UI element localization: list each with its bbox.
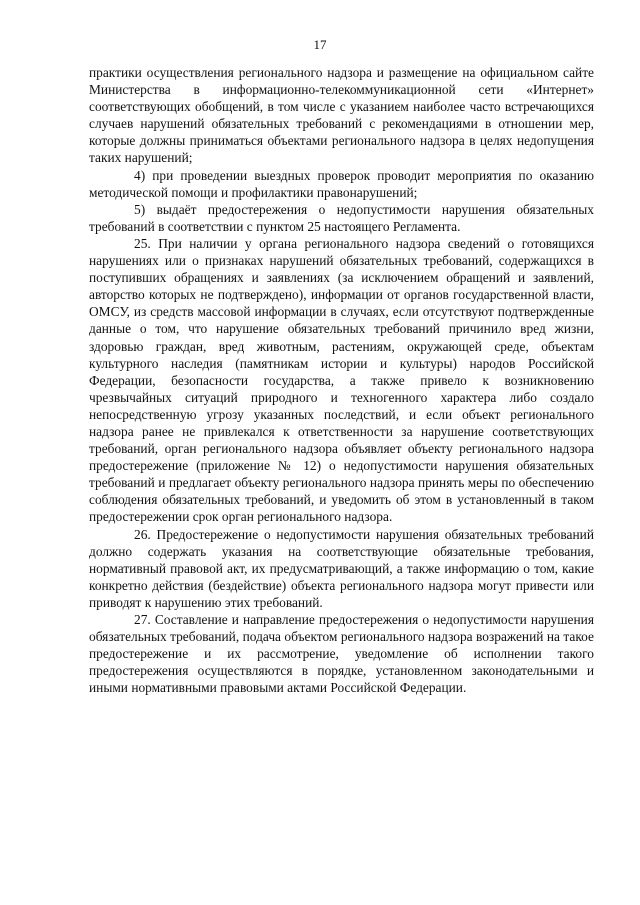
paragraph-item-5: 5) выдаёт предостережения о недопустимости нарушения обязательных требований в соответствии с пунктом 25 настоящего Регламента. (89, 201, 594, 234)
document-body (89, 64, 594, 696)
paragraph-continuation: практики осуществления регионального надзора и размещение на официальном сайте Министерства в информационно-телекоммуникационной сети «Интернет» соответствующих обобщений, в том числе с указанием наиболее часто встречающихся случаев нарушений обязательных требований с рекомендациями в отношении мер, которые должны приниматься объектами регионального надзора в целях недопущения таких нарушений; (89, 65, 594, 166)
paragraph-clause-26: 26. Предостережение о недопустимости нарушения обязательных требований должно содержать указания на соответствующие обязательные требования, нормативный правовой акт, их предусматривающий, а также информацию о том, какие конкретно действия (бездействие) объекта регионального надзора могут привести или приводят к нарушению этих требований. (89, 526, 594, 610)
paragraph-clause-25: 25. При наличии у органа регионального надзора сведений о готовящихся нарушениях или о признаках нарушений обязательных требований, содержащихся в поступивших обращениях и заявлениях (за исключением обращений и заявлений, авторство которых не подтверждено), информации от органов государственной власти, ОМСУ, из средств массовой информации в случаях, если отсутствуют подтвержденные данные о том, что нарушение обязательных требований причинило вред жизни, здоровью граждан, вред животным, растениям, окружающей среде, объектам культурного наследия (памятникам истории и культуры) народов Российской Федерации, безопасности государства, а также привело к возникновению чрезвычайных ситуаций природного и техногенного характера либо создало непосредственную угрозу указанных последствий, и если объект регионального надзора ранее не привлекался к ответственности за нарушение соответствующих требований, орган регионального надзора объявляет объекту регионального надзора предостережение (приложение № 12) о недопустимости нарушения обязательных требований и предлагает объекту регионального надзора принять меры по обеспечению соблюдения обязательных требований, и уведомить об этом в установленный в таком предостережении срок орган регионального надзора. (89, 235, 594, 525)
page-number: 17 (313, 37, 327, 52)
paragraph-clause-27: 27. Составление и направление предостережения о недопустимости нарушения обязательных требований, подача объектом регионального надзора возражений на такое предостережение и их рассмотрение, уведомление об исполнении такого предостережения осуществляются в порядке, установленном законодательными и иными нормативными правовыми актами Российской Федерации. (89, 612, 594, 696)
paragraph-item-4: 4) при проведении выездных проверок проводит мероприятия по оказанию методической помощи и профилактики правонарушений; (89, 167, 594, 200)
